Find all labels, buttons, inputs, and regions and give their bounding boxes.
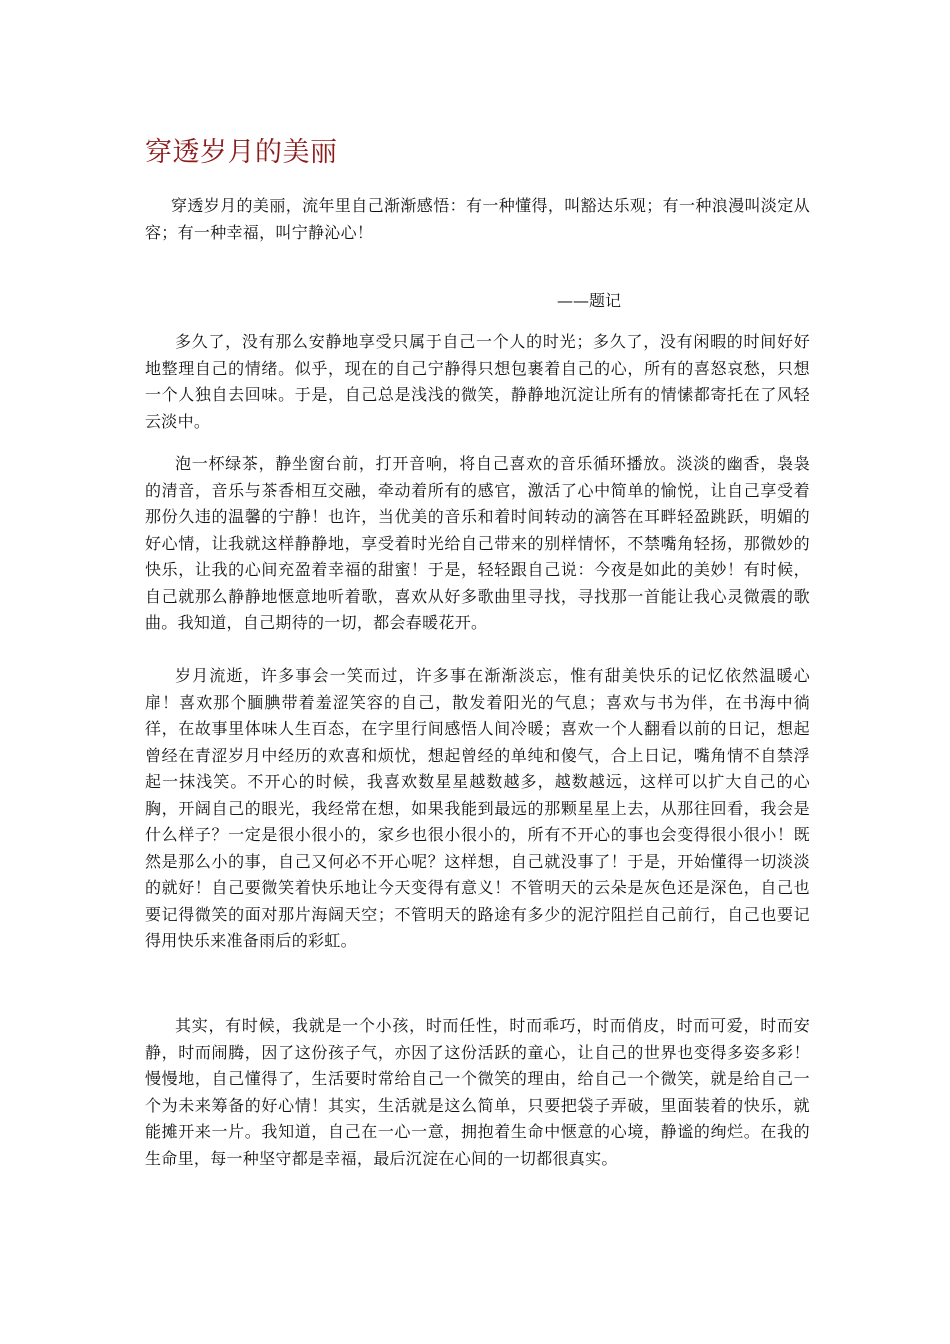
epigraph: 穿透岁月的美丽，流年里自己渐渐感悟：有一种懂得，叫豁达乐观；有一种浪漫叫淡定从容；有一种幸福，叫宁静沁心！ [145, 196, 810, 242]
body-paragraph-1: 多久了，没有那么安静地享受只属于自己一个人的时光；多久了，没有闲暇的时间好好地整理自己的情绪。似乎，现在的自己宁静得只想包裹着自己的心，所有的喜怒哀愁，只想一个人独自去回味。于是，自己总是浅浅的微笑，静静地沉淀让所有的情愫都寄托在了风轻云淡中。 [145, 332, 810, 431]
epigraph-signature: ——题记 [557, 291, 622, 310]
body-paragraph-3: 岁月流逝，许多事会一笑而过，许多事在渐渐淡忘，惟有甜美快乐的记忆依然温暖心扉！喜欢那个腼腆带着羞涩笑容的自己，散发着阳光的气息；喜欢与书为伴，在书海中徜徉，在故事里体味人生百态，在字里行间感悟人间冷暖；喜欢一个人翻看以前的日记，想起曾经在青涩岁月中经历的欢喜和烦忧，想起曾经的单纯和傻气，合上日记，嘴角情不自禁浮起一抹浅笑。不开心的时候，我喜欢数星星越数越多，越数越远，这样可以扩大自己的心胸，开阔自己的眼光，我经常在想，如果我能到最远的那颗星星上去，从那往回看，我会是什么样子？一定是很小很小的，家乡也很小很小的，所有不开心的事也会变得很小很小！既然是那么小的事，自己又何必不开心呢？这样想，自己就没事了！于是，开始懂得一切淡淡的就好！自己要微笑着快乐地让今天变得有意义！不管明天的云朵是灰色还是深色，自己也要记得微笑的面对那片海阔天空；不管明天的路途有多少的泥泞阻拦自己前行，自己也要记得用快乐来准备雨后的彩虹。 [145, 666, 810, 950]
body-paragraph-2: 泡一杯绿茶，静坐窗台前，打开音响，将自己喜欢的音乐循环播放。淡淡的幽香，袅袅的清音，音乐与茶香相互交融，牵动着所有的感官，激活了心中简单的愉悦，让自己享受着那份久违的温馨的宁静！也许，当优美的音乐和着时间转动的滴答在耳畔轻盈跳跃，明媚的好心情，让我就这样静静地，享受着时光给自己带来的别样情怀，不禁嘴角轻扬，那微妙的快乐，让我的心间充盈着幸福的甜蜜！于是，轻轻跟自己说：今夜是如此的美妙！有时候，自己就那么静静地惬意地听着歌，喜欢从好多歌曲里寻找，寻找那一首能让我心灵微震的歌曲。我知道，自己期待的一切，都会春暖花开。 [145, 454, 810, 632]
body-paragraph-4: 其实，有时候，我就是一个小孩，时而任性，时而乖巧，时而俏皮，时而可爱，时而安静，时而闹腾，因了这份孩子气，亦因了这份活跃的童心，让自己的世界也变得多姿多彩！慢慢地，自己懂得了，生活要时常给自己一个微笑的理由，给自己一个微笑，就是给自己一个为未来筹备的好心情！其实，生活就是这么简单，只要把袋子弄破，里面装着的快乐，就能摊开来一片。我知道，自己在一心一意，拥抱着生命中惬意的心境，静谧的绚烂。在我的生命里，每一种坚守都是幸福，最后沉淀在心间的一切都很真实。 [145, 1016, 810, 1168]
document-title: 穿透岁月的美丽 [145, 137, 338, 168]
